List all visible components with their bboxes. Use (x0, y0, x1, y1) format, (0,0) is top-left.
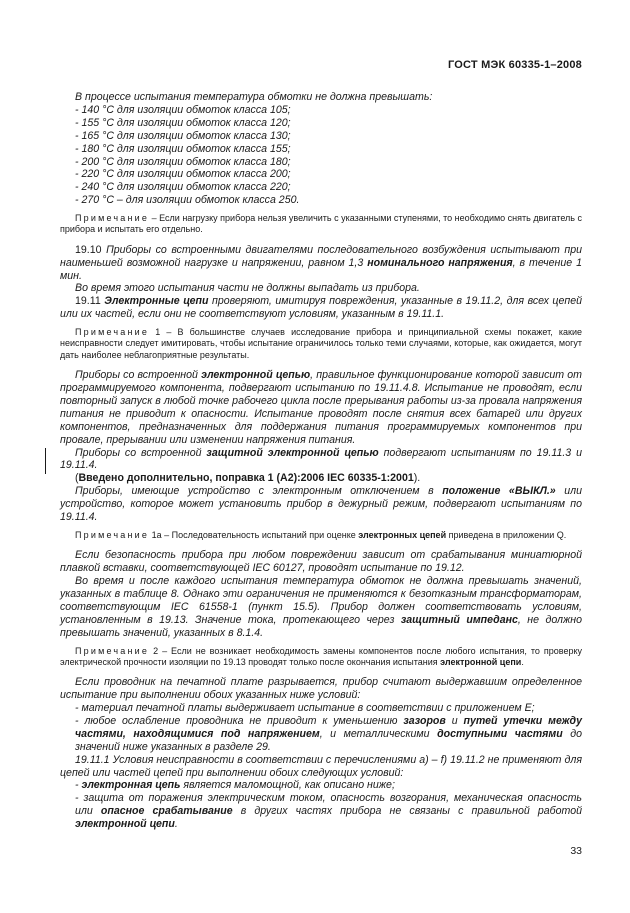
paren: ( (75, 472, 79, 485)
pcb-item-material: - материал печатной платы выдерживает испытание в соответствии с приложением Е; (75, 702, 535, 714)
paragraph-text: , и металлическими (319, 727, 438, 740)
page-number: 33 (570, 845, 582, 857)
page-header: ГОСТ МЭК 60335-1–2008 (447, 59, 582, 71)
paragraph-fuse: Если безопасность прибора при любом повреждении зависит от срабатывания миниатюрной плавкой вставки, соответствующей IEC 60127, проводят испытание по 19.12. (60, 549, 582, 575)
term-bold: защитной электронной цепью (206, 446, 379, 459)
section-number: 19.10 (75, 243, 107, 256)
paragraph-protective (60, 447, 582, 473)
condition-item-low-power (60, 779, 582, 792)
revision-bar (45, 448, 46, 474)
paragraph-text: Приборы со встроенной (75, 369, 202, 382)
note-2 (60, 646, 582, 669)
note-label: Примечание (75, 529, 150, 540)
paragraph-table8 (60, 575, 582, 640)
paragraph-text: Приборы со встроенной (75, 446, 207, 459)
temp-list-item: - 140 °С для изоляции обмоток класса 105; (75, 103, 291, 116)
term-bold: Электронные цепи (104, 295, 209, 308)
term-bold: номинального напряжения (367, 256, 513, 269)
section-19-11-1: 19.11.1 Условия неисправности в соответствии с перечислениями а) – f) 19.11.2 не применяют для цепей или частей цепей при выполнении обоих следующих условий: (60, 753, 582, 779)
paragraph-text: Приборы со встроенными двигателями последовательного возбуждения испытывают при наименьшей возможной нагрузке и напряжении, равном 1,3 (60, 243, 582, 269)
paragraph-text: подвергают испытаниям по 19.11.3 и 19.11.4. (60, 446, 583, 472)
note-label: Примечание (75, 645, 150, 656)
term-bold: положение «ВЫКЛ.» (442, 485, 556, 498)
temp-list-item: - 220 °С для изоляции обмоток класса 200; (75, 168, 291, 181)
paragraph-text: , в течение 1 мин. (60, 256, 582, 282)
term-bold: электронных цепей (358, 529, 447, 540)
term-bold: путей утечки между частями, находящимися под напряжением (75, 714, 582, 740)
paragraph-pcb: Если проводник на печатной плате разрывается, прибор считают выдержавшим определенное испытание при выполнении обоих указанных ниже условий: (60, 676, 582, 702)
note-1 (60, 327, 582, 361)
section-number: 19.11 (75, 295, 105, 308)
paragraph-text: является маломощной, как описано ниже; (180, 779, 395, 792)
note-text: приведена в приложении Q. (446, 529, 567, 540)
paragraph-text: до значений ниже указанных в разделе 29. (75, 727, 582, 753)
note-text: 1 – В большинстве случаев исследование прибора и принципиальной схемы покажет, какие неисправности следует имитировать, чтобы испытание ограничилось только теми случаями, которые, как ожидается, могут дать наиболее неблагоприятные результаты. (60, 327, 582, 360)
paragraph-text: - любое ослабление проводника не приводит к уменьшению (75, 714, 404, 727)
paragraph-text: проверяют, имитируя повреждения, указанные в 19.11.2, для всех цепей или их частей, если они не соответствуют условиям, указанным в 19.11.1. (60, 295, 582, 321)
temp-list-item: - 240 °С для изоляции обмоток класса 220; (75, 181, 291, 194)
temp-list-item: - 165 °С для изоляции обмоток класса 130; (75, 129, 291, 142)
temp-list-item: - 155 °С для изоляции обмоток класса 120; (75, 116, 291, 129)
note-motor (60, 213, 582, 236)
note-1a (60, 530, 582, 541)
temp-list-item: - 270 °С – для изоляции обмоток класса 250. (75, 194, 300, 207)
paragraph-text: и (445, 714, 464, 727)
paragraph-off-position (60, 485, 582, 524)
term-bold: электронной цепью (201, 369, 311, 382)
paragraph-text: . (174, 818, 178, 831)
term-bold: электронная цепь (81, 779, 181, 792)
paragraph-text: - (75, 779, 82, 792)
note-text: . (521, 656, 524, 667)
note-label: Примечание (75, 327, 150, 338)
paren: ). (413, 472, 421, 485)
temp-list-item: - 180 °С для изоляции обмоток класса 155; (75, 142, 291, 155)
paragraph-text: в других частях прибора не связаны с правильной работой (232, 805, 583, 818)
note-text: 1а – Последовательность испытаний при оценке (149, 529, 359, 540)
term-bold: электронной цепи (440, 656, 522, 667)
paragraph-text: Во время и после каждого испытания температура обмоток не должна превышать значений, указанных в таблице 8. Однако эти ограничения не применяются к безотказным трансформаторам, соответствующим IEC 61558-1 (пункт 15.5). Прибор должен соответствовать условиям, установленным в 19.13. Значение тока, протекающего через (60, 575, 582, 626)
note-text: 2 – Если не возникает необходимость замены компонентов после любого испытания, то проверку электрической прочности изоляции по 19.13 проводят только после окончания испытания (60, 645, 582, 667)
term-bold: опасное срабатывание (100, 805, 233, 818)
section-19-10 (60, 244, 582, 283)
paragraph-text: Приборы, имеющие устройство с электронным отключением в (75, 485, 443, 498)
note-label: Примечание (75, 213, 150, 224)
term-bold: электронной цепи (75, 818, 175, 831)
page-content (60, 91, 582, 831)
note-text: – Если нагрузку прибора нельзя увеличить с указанными ступенями, то необходимо снять двигатель с прибора и испытать его отдельно. (60, 213, 582, 235)
amendment-text: Введено дополнительно, поправка 1 (А2):2006 IEC 60335-1:2001 (78, 472, 414, 485)
condition-item-protection (60, 792, 582, 831)
temp-list-intro: В процессе испытания температура обмотки не должна превышать: (75, 91, 433, 103)
revision-block (60, 447, 582, 473)
paragraph-programmable (60, 369, 582, 446)
paragraph-text: , не должно превышать значений, указанных в 8.1.4. (60, 613, 582, 639)
paragraph-text: , правильное функционирование которой зависит от программируемого компонента, подвергают испытанию по 19.11.4.8. Испытание не проводят, если повторный запуск в любой точке рабочего цикла после прерывания работы из-за провала напряжения питания не приводит к опасности. Испытание проводят после снятия всех батарей или других компонентов, предназначенных для поддержания питания программируемых компонентов при провале, прерывании или изменении напряжения питания. (60, 369, 583, 446)
term-bold: зазоров (403, 714, 446, 727)
temp-list-item: - 200 °С для изоляции обмоток класса 180; (75, 155, 291, 168)
pcb-item-conductor (60, 715, 582, 754)
paragraph-text: или устройство, которое может установить прибор в дежурный режим, подвергают испытаниям по 19.11.4. (60, 485, 583, 524)
paragraph-parts-fall: Во время этого испытания части не должны выпадать из прибора. (75, 282, 420, 295)
term-bold: доступными частями (437, 727, 563, 740)
amendment-note (60, 472, 582, 485)
term-bold: защитный импеданс (400, 613, 518, 626)
paragraph-text: - защита от поражения электрическим током, опасность возгорания, механическая опасность или (75, 792, 582, 818)
section-19-11 (60, 295, 582, 321)
